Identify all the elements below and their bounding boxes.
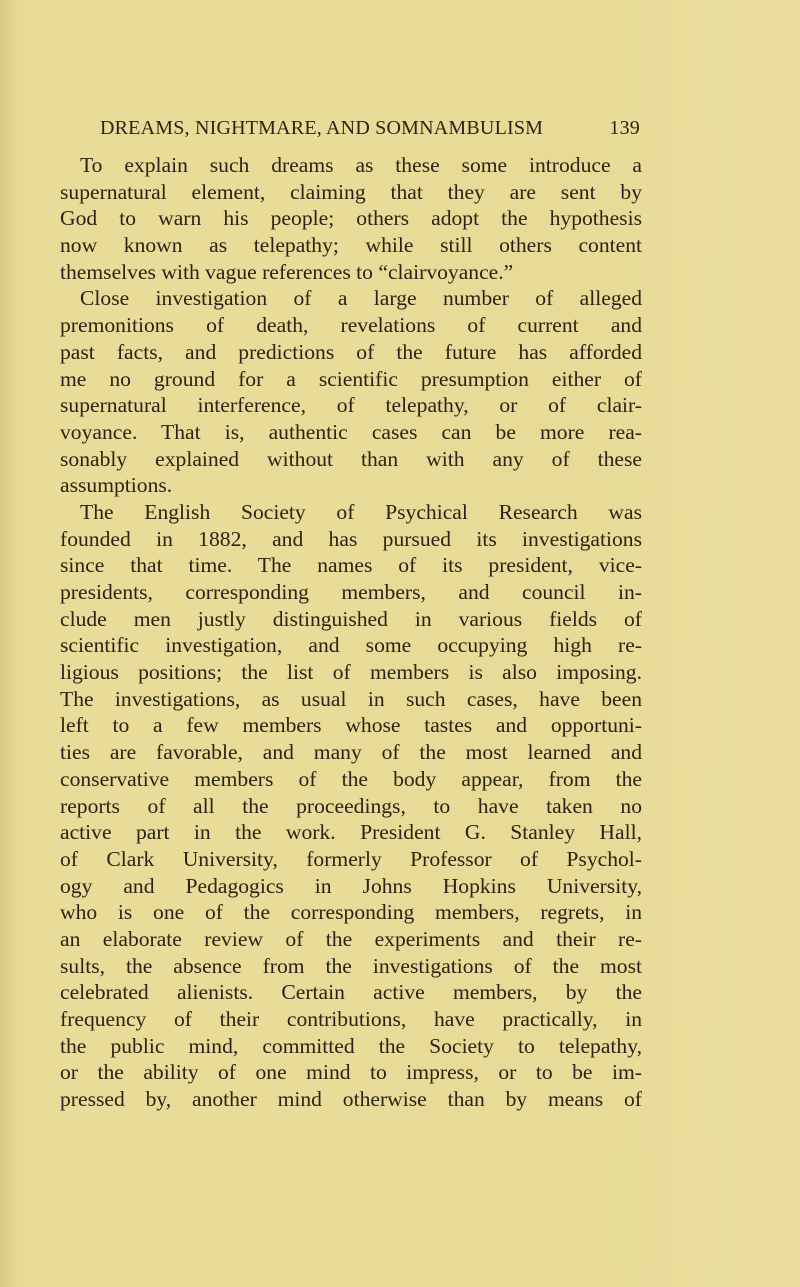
text-line: ties are favorable, and many of the most learned and xyxy=(60,740,642,765)
text-line: To explain such dreams as these some introduce a xyxy=(80,153,642,177)
text-line: The investigations, as usual in such cases, have been xyxy=(60,686,642,711)
text-line: left to a few members whose tastes and opportuni- xyxy=(60,713,642,738)
text-line: sonably explained without than with any of these xyxy=(60,446,642,471)
text-line: premonitions of death, revelations of current and xyxy=(60,313,642,338)
body-text xyxy=(60,152,642,1113)
text-line: reports of all the proceedings, to have taken no xyxy=(60,793,642,818)
text-line: who is one of the corresponding members, regrets, in xyxy=(60,900,642,925)
text-line: conservative members of the body appear, from the xyxy=(60,766,642,791)
text-line: past facts, and predictions of the future has afforded xyxy=(60,339,642,364)
text-line: of Clark University, formerly Professor of Psychol- xyxy=(60,846,642,871)
text-line: since that time. The names of its president, vice- xyxy=(60,553,642,578)
text-line: supernatural element, claiming that they are sent by xyxy=(60,179,642,204)
text-line: presidents, corresponding members, and council in- xyxy=(60,580,642,604)
text-line: frequency of their contributions, have practically, in xyxy=(60,1007,642,1031)
text-line: or the ability of one mind to impress, or to be im- xyxy=(60,1060,642,1085)
text-line: an elaborate review of the experiments and their re- xyxy=(60,926,642,951)
text-line: active part in the work. President G. Stanley Hall, xyxy=(60,820,642,845)
running-title: DREAMS, NIGHTMARE, AND SOMNAMBULISM xyxy=(100,117,544,139)
text-line: God to warn his people; others adopt the hypothesis xyxy=(60,206,642,231)
page-number: 139 xyxy=(609,117,640,139)
text-line: pressed by, another mind otherwise than by means of xyxy=(60,1087,642,1112)
text-line: ogy and Pedagogics in Johns Hopkins University, xyxy=(60,873,642,898)
text-line: assumptions. xyxy=(60,473,173,498)
text-line: celebrated alienists. Certain active members, by the xyxy=(60,980,642,1005)
text-line: voyance. That is, authentic cases can be more rea- xyxy=(60,419,642,444)
text-line: scientific investigation, and some occupying high re- xyxy=(60,633,642,658)
text-line: sults, the absence from the investigations of the most xyxy=(60,953,642,978)
text-line: themselves with vague references to “clairvoyance.” xyxy=(60,259,514,284)
running-head xyxy=(100,117,640,140)
text-line: now known as telepathy; while still others content xyxy=(60,233,642,258)
text-line: founded in 1882, and has pursued its investigations xyxy=(60,526,642,551)
text-line: clude men justly distinguished in various fields of xyxy=(60,606,642,631)
text-line: the public mind, committed the Society to telepathy, xyxy=(60,1033,642,1058)
text-line: The English Society of Psychical Research was xyxy=(80,499,642,524)
text-line: ligious positions; the list of members is also imposing. xyxy=(60,660,642,685)
text-line: me no ground for a scientific presumption either of xyxy=(60,366,642,391)
text-line: supernatural interference, of telepathy, or of clair- xyxy=(60,393,642,418)
text-line: Close investigation of a large number of alleged xyxy=(80,286,642,311)
